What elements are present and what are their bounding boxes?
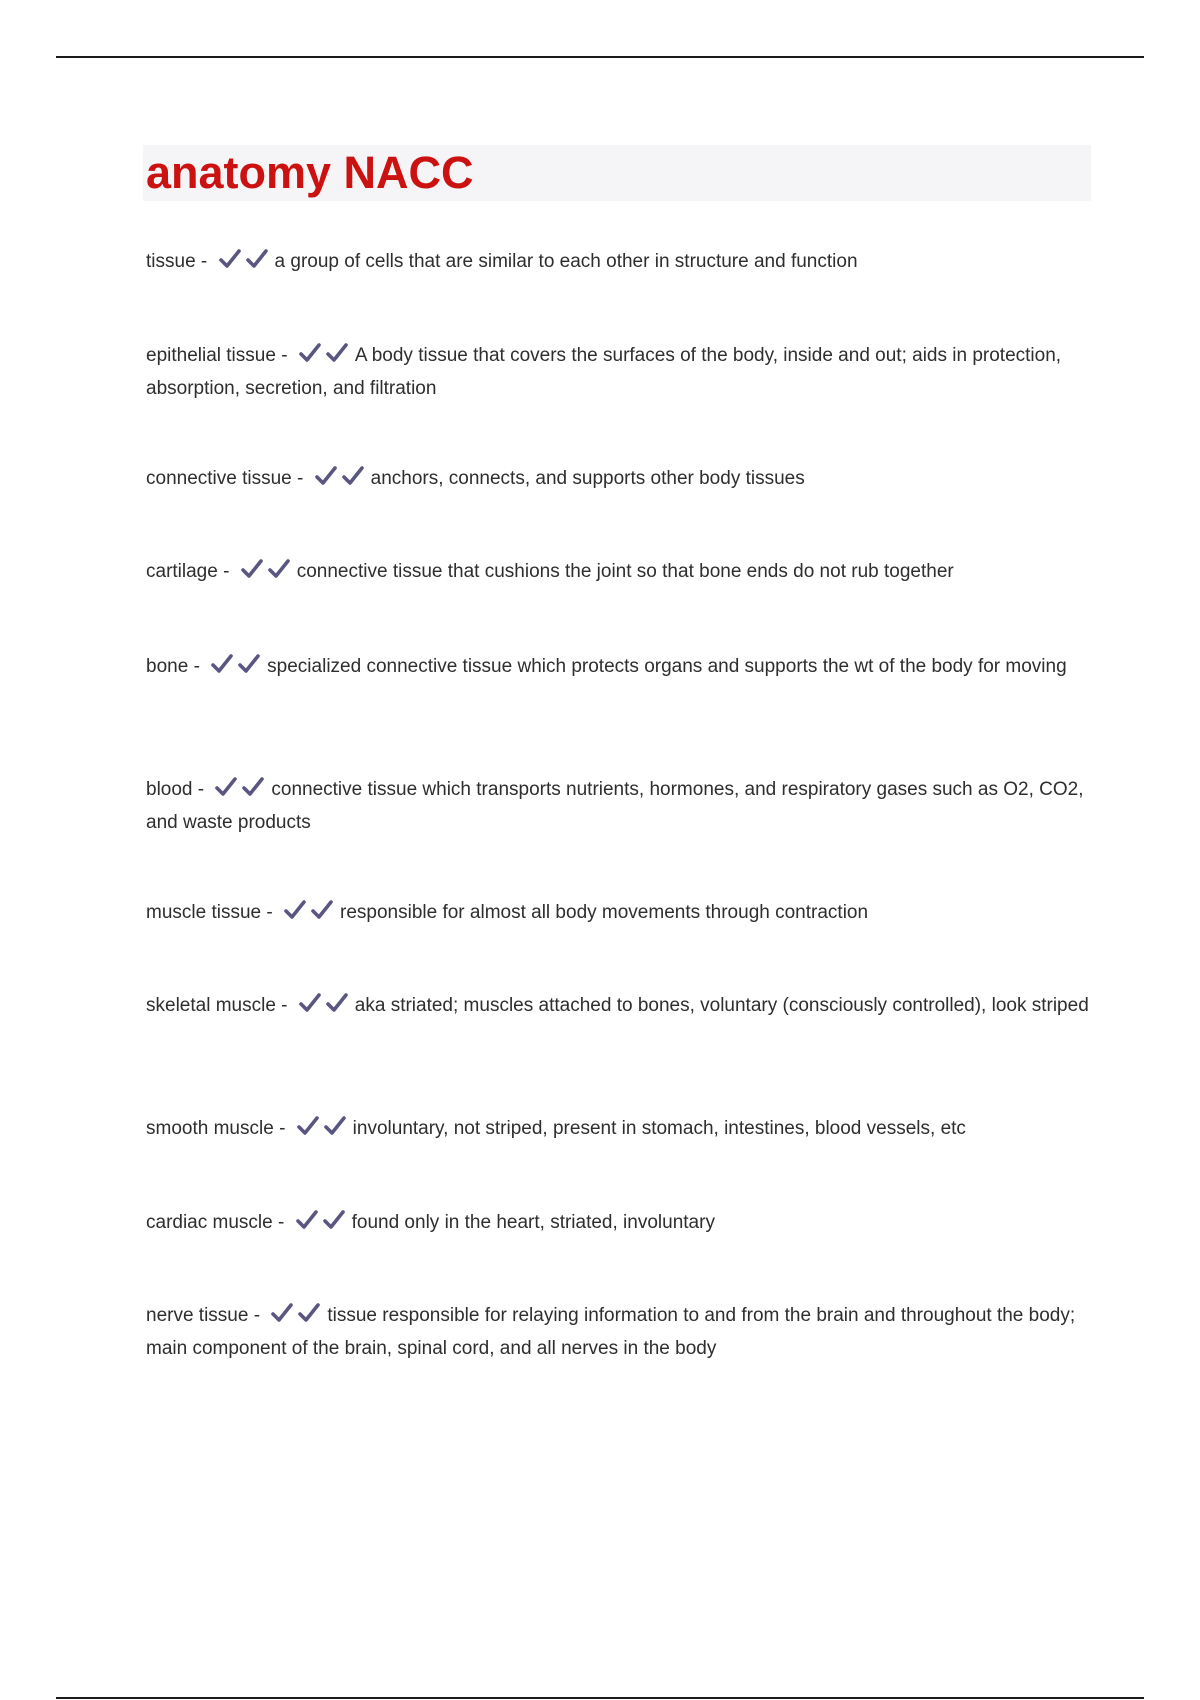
entry-separator: -: [266, 902, 273, 923]
entry-definition: found only in the heart, striated, involuntary: [351, 1212, 715, 1233]
entry-separator: -: [279, 1118, 286, 1139]
check-mark-icon: [298, 1302, 320, 1324]
entry-term: cartilage: [146, 561, 218, 582]
entry-separator: -: [253, 1305, 261, 1326]
entry-separator: -: [197, 779, 205, 800]
entry-definition: responsible for almost all body movements through contraction: [340, 902, 869, 923]
check-marks: [215, 776, 269, 808]
check-mark-icon: [219, 248, 241, 270]
entry-definition: connective tissue which transports nutrients, hormones, and respiratory gases such as O2, CO2, and waste products: [146, 779, 1084, 833]
entry-term: cardiac muscle: [146, 1212, 273, 1233]
list-item: [146, 652, 1091, 685]
check-mark-icon: [323, 1209, 345, 1231]
check-mark-icon: [315, 465, 337, 487]
document-title: anatomy NACC: [146, 147, 474, 198]
entry-separator: -: [223, 561, 230, 582]
entry-separator: -: [278, 1212, 285, 1233]
entry-definition: involuntary, not striped, present in stomach, intestines, blood vessels, etc: [352, 1118, 966, 1139]
entry-definition: anchors, connects, and supports other body tissues: [370, 468, 805, 489]
entry-term: muscle tissue: [146, 902, 262, 923]
list-item: [146, 557, 1091, 590]
check-mark-icon: [342, 465, 364, 487]
entry-separator: -: [193, 656, 200, 677]
check-mark-icon: [284, 899, 306, 921]
list-item: [146, 898, 1091, 931]
list-item: [146, 341, 1091, 404]
check-marks: [315, 465, 369, 497]
bottom-rule: [56, 1697, 1144, 1699]
entry-term: nerve tissue: [146, 1305, 249, 1326]
check-mark-icon: [299, 992, 321, 1014]
check-mark-icon: [242, 776, 264, 798]
entry-term: skeletal muscle: [146, 995, 276, 1016]
check-mark-icon: [241, 558, 263, 580]
entry-definition: A body tissue that covers the surfaces of the body, inside and out; aids in protection, absorption, secretion, and filtration: [146, 345, 1062, 399]
check-marks: [299, 342, 353, 374]
check-mark-icon: [268, 558, 290, 580]
entry-separator: -: [281, 345, 288, 366]
entry-definition: tissue responsible for relaying information to and from the brain and throughout the body; main component of the brain, spinal cord, and all nerves in the body: [146, 1305, 1076, 1359]
check-mark-icon: [324, 1115, 346, 1137]
entry-definition: specialized connective tissue which protects organs and supports the wt of the body for moving: [267, 656, 1067, 677]
list-item: [146, 775, 1091, 838]
check-marks: [284, 899, 338, 931]
check-mark-icon: [271, 1302, 293, 1324]
list-item: [146, 991, 1091, 1024]
check-marks: [211, 653, 265, 685]
check-mark-icon: [246, 248, 268, 270]
check-mark-icon: [296, 1209, 318, 1231]
entry-separator: -: [200, 251, 208, 272]
entry-term: bone: [146, 656, 189, 677]
entry-definition: connective tissue that cushions the joint so that bone ends do not rub together: [296, 561, 954, 582]
check-marks: [219, 248, 273, 280]
entry-term: connective tissue: [146, 468, 292, 489]
check-mark-icon: [326, 342, 348, 364]
check-mark-icon: [211, 653, 233, 675]
entry-separator: -: [297, 468, 304, 489]
list-item: [146, 1208, 1091, 1241]
entry-definition: aka striated; muscles attached to bones, voluntary (consciously controlled), look striped: [354, 995, 1089, 1016]
list-item: [146, 1301, 1091, 1364]
check-mark-icon: [299, 342, 321, 364]
entry-separator: -: [281, 995, 288, 1016]
check-mark-icon: [326, 992, 348, 1014]
entry-term: smooth muscle: [146, 1118, 274, 1139]
entry-term: tissue: [146, 251, 196, 272]
top-rule: [56, 56, 1144, 58]
check-mark-icon: [238, 653, 260, 675]
check-marks: [271, 1302, 325, 1334]
check-marks: [299, 992, 353, 1024]
list-item: [146, 464, 1091, 497]
check-marks: [296, 1209, 350, 1241]
entry-term: epithelial tissue: [146, 345, 276, 366]
check-mark-icon: [297, 1115, 319, 1137]
check-mark-icon: [311, 899, 333, 921]
entry-term: blood: [146, 779, 193, 800]
check-marks: [297, 1115, 351, 1147]
check-marks: [241, 558, 295, 590]
check-mark-icon: [215, 776, 237, 798]
list-item: [146, 247, 1091, 280]
list-item: [146, 1114, 1091, 1147]
entry-definition: a group of cells that are similar to each other in structure and function: [274, 251, 858, 272]
